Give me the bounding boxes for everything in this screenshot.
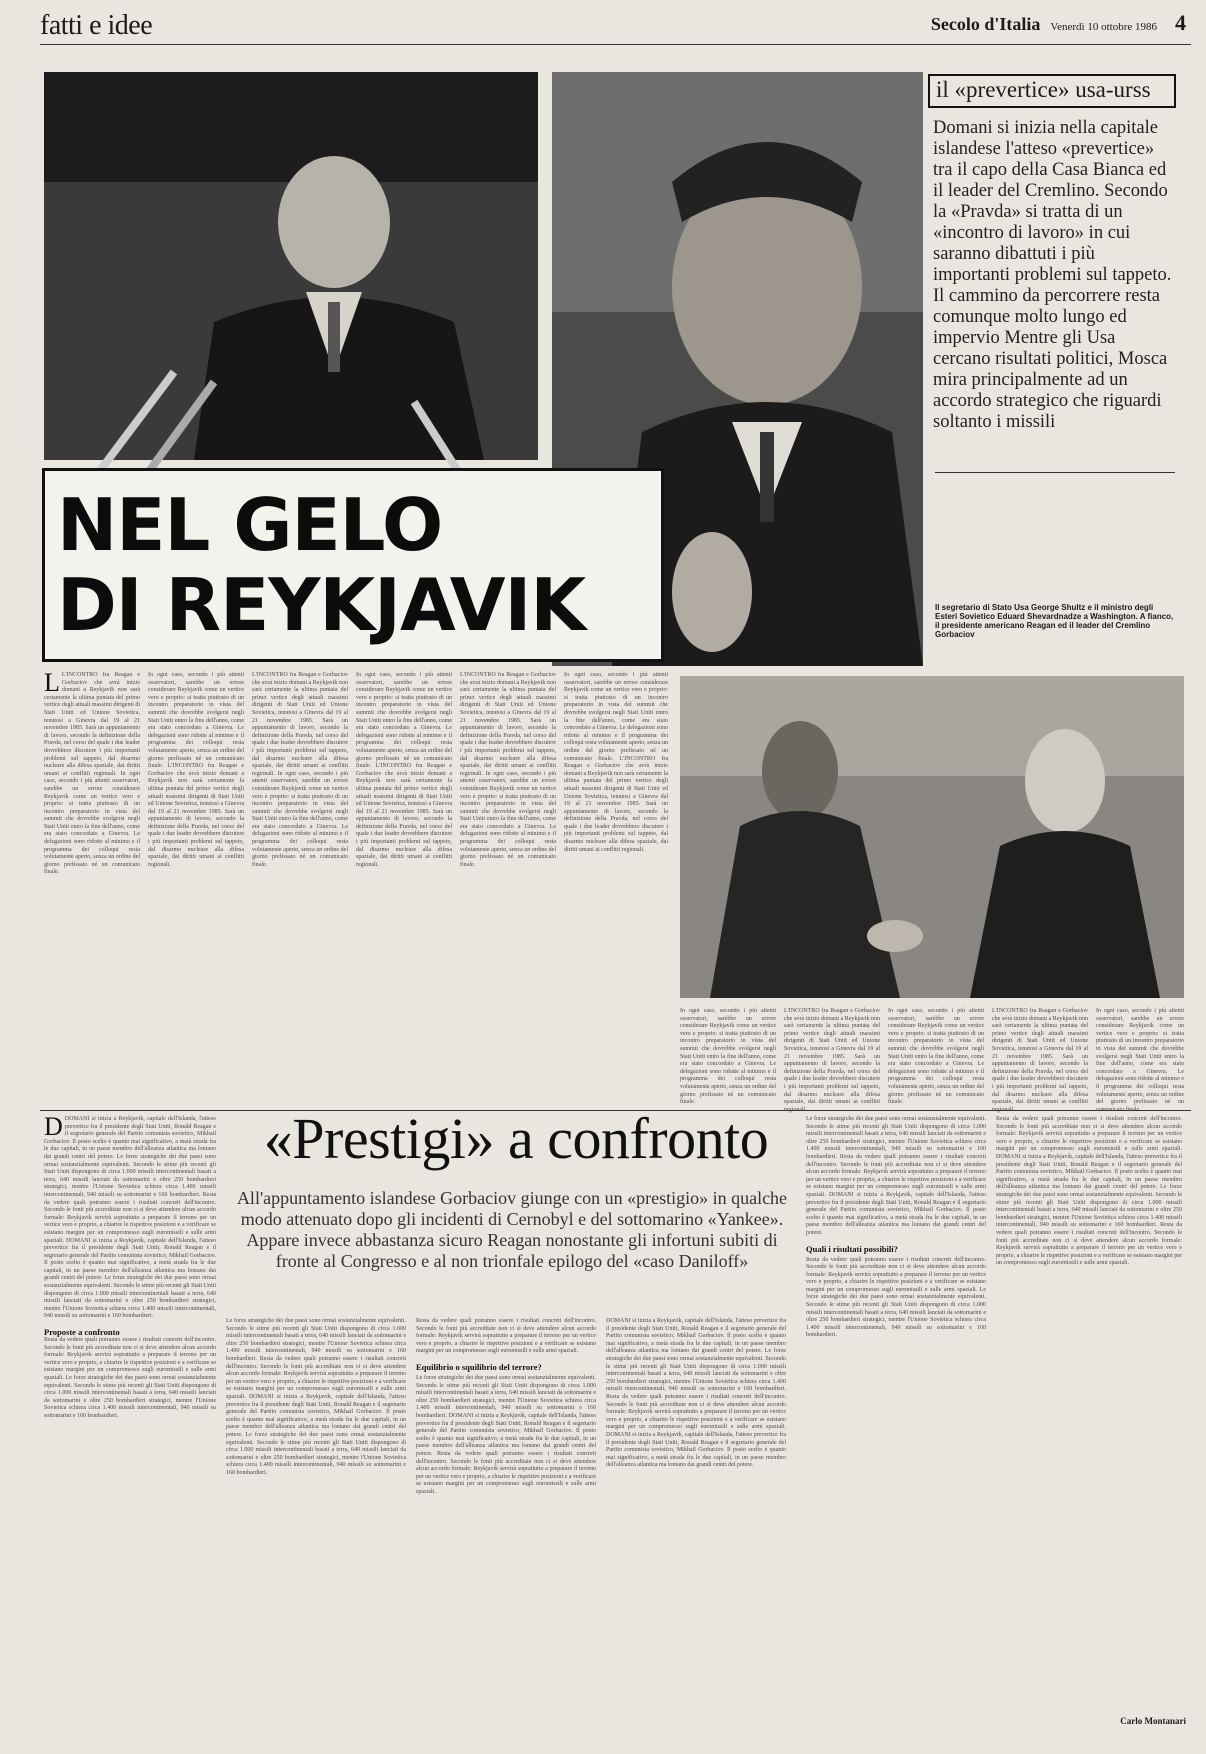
top-body-col-7	[680, 1008, 776, 1104]
top-body-col-4	[356, 672, 452, 1104]
top-body-col-3	[252, 672, 348, 1104]
bottom-body-text-5e: Le forze strategiche dei due paesi sono ormai sostanzialmente equivalenti. Secondo le stime più recenti gli Stati Uniti dispongono di circa 1.000 missili intercontinentali basati a terra, 640 missili lanciati da sottomarini e oltre 250 bombardieri strategici, mentre l'Unione Sovietica schiera circa 1.400 missili intercontinentali, 940 missili su sottomarini e 160 bombardieri.	[806, 1286, 986, 1339]
gorbachev-photo	[44, 72, 538, 460]
top-body-text-3b: In ogni caso, secondo i più attenti osservatori, sarebbe un errore considerare Reykjavik come un vertice vero e proprio: si tratta piuttosto di un incontro preparatorio in vista del summit che dovrebbe svolgersi negli Stati Uniti entro la fine dell'anno, come era stato concordato a Ginevra. Le delegazioni sono ridotte al minimo e il programma dei colloqui resta volutamente aperto, senza un ordine del giorno prefissato né un comunicato finale.	[252, 770, 349, 868]
top-body-col-9	[888, 1008, 984, 1104]
top-body-col-1	[44, 668, 140, 1104]
bottom-body-text-3b: Le forze strategiche dei due paesi sono ormai sostanzialmente equivalenti. Secondo le stime più recenti gli Stati Uniti dispongono di circa 1.000 missili intercontinentali basati a terra, 640 missili lanciati da sottomarini e oltre 250 bombardieri strategici, mentre l'Unione Sovietica schiera circa 1.400 missili intercontinentali, 940 missili su sottomarini e 160 bombardieri.	[416, 1374, 596, 1419]
bottom-body-text-5d: Resta da vedere quali potranno essere i risultati concreti dell'incontro. Secondo le fonti più accreditate non ci si deve attendere alcun accordo formale: Reykjavik servirà soprattutto a preparare il terreno per un vertice vero e proprio, a chiarire le rispettive posizioni e a verificare se esistano margini per un compromesso sugli euromissili e sulle armi spaziali.	[806, 1256, 986, 1293]
top-body-text-2b: L'INCONTRO fra Reagan e Gorbaciov che avrà inizio domani a Reykjavik non sarà certamente la ultima puntata del primo vertice degli attuali massimi dirigenti di Stati Uniti ed Unione Sovietica, tenutosi a Ginevra dal 19 al 21 novembre 1985. Sarà un appuntamento di lavoro, secondo la definizione della Pravda, nel corso del quale i due leader dovrebbero discutere i più importanti problemi sul tappeto, dal disarmo nucleare alla difesa spaziale, dai diritti umani ai conflitti regionali.	[148, 763, 245, 868]
bottom-body-text-6c: Le forze strategiche dei due paesi sono ormai sostanzialmente equivalenti. Secondo le stime più recenti gli Stati Uniti dispongono di circa 1.000 missili intercontinentali basati a terra, 640 missili lanciati da sottomarini e oltre 250 bombardieri strategici, mentre l'Unione Sovietica schiera circa 1.400 missili intercontinentali, 940 missili su sottomarini e 160 bombardieri.	[996, 1184, 1183, 1229]
drop-cap-2: D	[44, 1112, 63, 1141]
intro-paragraph: Domani si inizia nella capitale islandese l'atteso «prevertice» tra il capo della Casa Bianca ed il leader del Cremlino. Secondo la «Pravda» si tratta di un «incontro di lavoro» in cui saranno dibattuti i più importanti problemi sul tappeto. Il cammino da percorrere resta comunque molto lungo ed impervio Mentre gli Usa cercano risultati politici, Mosca mira principalmente ad un accordo strategico che riguardi soltanto i missili	[933, 118, 1172, 432]
bottom-body-text-1e: Le forze strategiche dei due paesi sono ormai sostanzialmente equivalenti. Secondo le stime più recenti gli Stati Uniti dispongono di circa 1.000 missili intercontinentali basati a terra, 640 missili lanciati da sottomarini e oltre 250 bombardieri strategici, mentre l'Unione Sovietica schiera circa 1.400 missili intercontinentali, 940 missili su sottomarini e 160 bombardieri.	[44, 1275, 217, 1320]
top-body-text-1: L'INCONTRO fra Reagan e Gorbaciov che avrà inizio domani a Reykjavik non sarà certamente la ultima puntata del primo vertice degli attuali massimi dirigenti di Stati Uniti ed Unione Sovietica, tenutosi a Ginevra dal 19 al 21 novembre 1985. Sarà un appuntamento di lavoro, secondo la definizione della Pravda, nel corso del quale i due leader dovrebbero discutere i più importanti problemi sul tappeto, dal disarmo nucleare alla difesa spaziale, dai diritti umani ai conflitti regionali.	[44, 672, 140, 777]
paper-name: Secolo d'Italia	[930, 14, 1041, 34]
section-title: fatti e idee	[40, 10, 153, 41]
issue-date: Venerdì 10 ottobre 1986	[1050, 21, 1157, 33]
top-body-col-10	[992, 1008, 1088, 1104]
bottom-body-text-2b: Resta da vedere quali potranno essere i risultati concreti dell'incontro. Secondo le fonti più accreditate non ci si deve attendere alcun accordo formale: Reykjavik servirà soprattutto a preparare il terreno per un vertice vero e proprio, a chiarire le rispettive posizioni e a verificare se esistano margini per un compromesso sugli euromissili e sulle armi spaziali.	[226, 1355, 406, 1400]
subhead-equilibrio: Equilibrio o squilibrio del terrore?	[416, 1361, 542, 1372]
drop-cap: L	[44, 668, 60, 697]
bottom-body-text-1g: Le forze strategiche dei due paesi sono ormai sostanzialmente equivalenti. Secondo le stime più recenti gli Stati Uniti dispongono di circa 1.000 missili intercontinentali basati a terra, 640 missili lanciati da sottomarini e oltre 250 bombardieri strategici, mentre l'Unione Sovietica schiera circa 1.400 missili intercontinentali, 940 missili su sottomarini e 160 bombardieri.	[44, 1375, 217, 1419]
shultz-shevardnadze-photo	[680, 676, 1184, 998]
top-body-text-4: In ogni caso, secondo i più attenti osservatori, sarebbe un errore considerare Reykjavik come un vertice vero e proprio: si tratta piuttosto di un incontro preparatorio in vista del summit che dovrebbe svolgersi negli Stati Uniti entro la fine dell'anno, come era stato concordato a Ginevra. Le delegazioni sono ridotte al minimo e il programma dei colloqui resta volutamente aperto, senza un ordine del giorno prefissato né un comunicato finale.	[356, 672, 452, 770]
bottom-body-text-1b: Le forze strategiche dei due paesi sono ormai sostanzialmente equivalenti. Secondo le stime più recenti gli Stati Uniti dispongono di circa 1.000 missili intercontinentali basati a terra, 640 missili lanciati da sottomarini e oltre 250 bombardieri strategici, mentre l'Unione Sovietica schiera circa 1.400 missili intercontinentali, 940 missili su sottomarini e 160 bombardieri.	[44, 1153, 217, 1198]
top-body-col-2	[148, 672, 244, 1104]
bottom-body-text-6: Resta da vedere quali potranno essere i risultati concreti dell'incontro. Secondo le fonti più accreditate non ci si deve attendere alcun accordo formale: Reykjavik servirà soprattutto a preparare il terreno per un vertice vero e proprio, a chiarire le rispettive posizioni e a verificare se esistano margini per un compromesso sugli euromissili e sulle armi spaziali.	[996, 1116, 1182, 1153]
bottom-body-text-3: Resta da vedere quali potranno essere i risultati concreti dell'incontro. Secondo le fonti più accreditate non ci si deve attendere alcun accordo formale: Reykjavik servirà soprattutto a preparare il terreno per un vertice vero e proprio, a chiarire le rispettive posizioni e a verificare se esistano margini per un compromesso sugli euromissili e sulle armi spaziali.	[416, 1318, 596, 1355]
main-headline: NEL GELO DI REYKJAVIK	[57, 483, 586, 647]
story-deck: All'appuntamento islandese Gorbaciov giunge con un «prestigio» in qualche modo attenuato dopo gli incidenti di Cernobyl e del sottomarino «Yankee». Appare invece abbastanza sicuro Reagan nonostante gli infortuni subiti di fronte al Congresso e al non trionfale epilogo del «caso Daniloff»	[236, 1188, 788, 1271]
top-body-text-8: L'INCONTRO fra Reagan e Gorbaciov che avrà inizio domani a Reykjavik non sarà certamente la ultima puntata del primo vertice degli attuali massimi dirigenti di Stati Uniti ed Unione Sovietica, tenutosi a Ginevra dal 19 al 21 novembre 1985. Sarà un appuntamento di lavoro, secondo la definizione della Pravda, nel corso del quale i due leader dovrebbero discutere i più importanti problemi sul tappeto, dal disarmo nucleare alla difesa spaziale, dai diritti umani ai conflitti	[784, 1008, 880, 1106]
bottom-body-text-2c: DOMANI si inizia a Reykjavik, capitale dell'Islanda, l'atteso prevertice fra il presidente degli Stati Uniti, Ronald Reagan e il segretario generale del Partito comunista sovietico, Mikhail Gorbaciov. Il posto scelto è quanto mai significativo, a metà strada fra le due capitali, in un paese membro dell'alleanza atlantica ma lontano dai grandi centri del potere.	[226, 1393, 407, 1438]
bottom-body-col-3	[416, 1318, 596, 1716]
bottom-body-text-1c: Resta da vedere quali potranno essere i risultati concreti dell'incontro. Secondo le fonti più accreditate non ci si deve attendere alcun accordo formale: Reykjavik servirà soprattutto a preparare il terreno per un vertice vero e proprio, a chiarire le rispettive posizioni e a verificare se esistano margini per un compromesso sugli euromissili e sulle armi spaziali.	[44, 1191, 217, 1244]
top-body-col-6	[564, 672, 668, 1104]
bottom-body-text-1: DOMANI si inizia a Reykjavik, capitale dell'Islanda, l'atteso prevertice fra il presidente degli Stati Uniti, Ronald Reagan e il segretario generale del Partito comunista sovietico, Mikhail Gorbaciov. Il posto scelto è quanto mai significativo, a metà strada fra le due capitali, in un paese membro dell'alleanza atlantica ma lontano dai grandi centri del potere.	[44, 1116, 216, 1160]
intro-rule	[935, 472, 1175, 473]
author-signature: Carlo Montanari	[1120, 1716, 1186, 1726]
bottom-body-text-3d: Resta da vedere quali potranno essere i risultati concreti dell'incontro. Secondo le fonti più accreditate non ci si deve attendere alcun accordo formale: Reykjavik servirà soprattutto a preparare il terreno per un vertice vero e proprio, a chiarire le rispettive posizioni e a verificare se esistano margini per un compromesso sugli euromissili e sulle armi spaziali.	[416, 1450, 596, 1495]
top-body-col-5	[460, 672, 556, 1104]
top-body-text-9: In ogni caso, secondo i più attenti osservatori, sarebbe un errore considerare Reykjavik come un vertice vero e proprio: si tratta piuttosto di un incontro preparatorio in vista del summit che dovrebbe svolgersi negli Stati Uniti entro la fine dell'anno, come era stato concordato a Ginevra. Le delegazioni sono ridotte al minimo e il programma dei colloqui resta volutamente aperto, senza un ordine del giorno prefissato né un comunicato finale.	[888, 1008, 984, 1106]
masthead-right	[931, 10, 1186, 36]
headline-box	[42, 468, 664, 662]
top-body-col-8	[784, 1008, 880, 1104]
bottom-body-text-4: DOMANI si inizia a Reykjavik, capitale dell'Islanda, l'atteso prevertice fra il presidente degli Stati Uniti, Ronald Reagan e il segretario generale del Partito comunista sovietico, Mikhail Gorbaciov. Il posto scelto è quanto mai significativo, a metà strada fra le due capitali, in un paese membro dell'alleanza atlantica ma lontano dai grandi centri del potere.	[606, 1318, 786, 1355]
bottom-body-text-1d: DOMANI si inizia a Reykjavik, capitale dell'Islanda, l'atteso prevertice fra il presidente degli Stati Uniti, Ronald Reagan e il segretario generale del Partito comunista sovietico, Mikhail Gorbaciov. Il posto scelto è quanto mai significativo, a metà strada fra le due capitali, in un paese membro dell'alleanza atlantica ma lontano dai grandi centri del potere.	[44, 1237, 217, 1282]
top-body-text-3: L'INCONTRO fra Reagan e Gorbaciov che avrà inizio domani a Reykjavik non sarà certamente la ultima puntata del primo vertice degli attuali massimi dirigenti di Stati Uniti ed Unione Sovietica, tenutosi a Ginevra dal 19 al 21 novembre 1985. Sarà un appuntamento di lavoro, secondo la definizione della Pravda, nel corso del quale i due leader dovrebbero discutere i più importanti problemi sul tappeto, dal disarmo nucleare alla difesa spaziale, dai diritti umani ai conflitti regionali.	[252, 672, 348, 777]
bottom-body-col-4	[606, 1318, 786, 1716]
top-body-text-6: In ogni caso, secondo i più attenti osservatori, sarebbe un errore considerare Reykjavik come un vertice vero e proprio: si tratta piuttosto di un incontro preparatorio in vista del summit che dovrebbe svolgersi negli Stati Uniti entro la fine dell'anno, come era stato concordato a Ginevra. Le delegazioni sono ridotte al minimo e il programma dei colloqui resta volutamente aperto, senza un ordine del giorno prefissato né un comunicato finale.	[564, 672, 668, 762]
top-body-text-7: In ogni caso, secondo i più attenti osservatori, sarebbe un errore considerare Reykjavik come un vertice vero e proprio: si tratta piuttosto di un incontro preparatorio in vista del summit che dovrebbe svolgersi negli Stati Uniti entro la fine dell'anno, come era stato concordato a Ginevra. Le delegazioni sono ridotte al minimo e il programma dei colloqui resta volutamente aperto, senza un ordine del giorno prefissato né un comunicato finale.	[680, 1008, 776, 1106]
bottom-body-text-2: Le forze strategiche dei due paesi sono ormai sostanzialmente equivalenti. Secondo le stime più recenti gli Stati Uniti dispongono di circa 1.000 missili intercontinentali basati a terra, 640 missili lanciati da sottomarini e oltre 250 bombardieri strategici, mentre l'Unione Sovietica schiera circa 1.400 missili intercontinentali, 940 missili su sottomarini e 160 bombardieri.	[226, 1318, 406, 1362]
bottom-body-text-6b: DOMANI si inizia a Reykjavik, capitale dell'Islanda, l'atteso prevertice fra il presidente degli Stati Uniti, Ronald Reagan e il segretario generale del Partito comunista sovietico, Mikhail Gorbaciov. Il posto scelto è quanto mai significativo, a metà strada fra le due capitali, in un paese membro dell'alleanza atlantica ma lontano dai grandi centri del potere.	[996, 1153, 1182, 1191]
bottom-body-text-5b: Resta da vedere quali potranno essere i risultati concreti dell'incontro. Secondo le fonti più accreditate non ci si deve attendere alcun accordo formale: Reykjavik servirà soprattutto a preparare il terreno per un vertice vero e proprio, a chiarire le rispettive posizioni e a verificare se esistano margini per un compromesso sugli euromissili e sulle armi spaziali.	[806, 1153, 986, 1198]
bottom-body-text-2d: Le forze strategiche dei due paesi sono ormai sostanzialmente equivalenti. Secondo le stime più recenti gli Stati Uniti dispongono di circa 1.000 missili intercontinentali basati a terra, 640 missili lanciati da sottomarini e oltre 250 bombardieri strategici, mentre l'Unione Sovietica schiera circa 1.400 missili intercontinentali, 940 missili su sottomarini e 160 bombardieri.	[226, 1431, 407, 1476]
bottom-body-text-3c: DOMANI si inizia a Reykjavik, capitale dell'Islanda, l'atteso prevertice fra il presidente degli Stati Uniti, Ronald Reagan e il segretario generale del Partito comunista sovietico, Mikhail Gorbaciov. Il posto scelto è quanto mai significativo, a metà strada fra le due capitali, in un paese membro dell'alleanza atlantica ma lontano dai grandi centri del potere.	[416, 1412, 597, 1457]
top-body-text-4b: L'INCONTRO fra Reagan e Gorbaciov che avrà inizio domani a Reykjavik non sarà certamente la ultima puntata del primo vertice degli attuali massimi dirigenti di Stati Uniti ed Unione Sovietica, tenutosi a Ginevra dal 19 al 21 novembre 1985. Sarà un appuntamento di lavoro, secondo la definizione della Pravda, nel corso del quale i due leader dovrebbero discutere i più importanti problemi sul tappeto, dal disarmo nucleare alla difesa spaziale, dai diritti umani ai conflitti regionali.	[356, 763, 453, 868]
bottom-body-col-6	[996, 1116, 1182, 1712]
bottom-body-text-1f: Resta da vedere quali potranno essere i risultati concreti dell'incontro. Secondo le fonti più accreditate non ci si deve attendere alcun accordo formale: Reykjavik servirà soprattutto a preparare il terreno per un vertice vero e proprio, a chiarire le rispettive posizioni e a verificare se esistano margini per un compromesso sugli euromissili e sulle armi spaziali.	[44, 1337, 216, 1381]
bottom-body-col-2	[226, 1318, 406, 1716]
top-body-text-10: L'INCONTRO fra Reagan e Gorbaciov che avrà inizio domani a Reykjavik non sarà certamente la ultima puntata del primo vertice degli attuali massimi dirigenti di Stati Uniti ed Unione Sovietica, tenutosi a Ginevra dal 19 al 21 novembre 1985. Sarà un appuntamento di lavoro, secondo la definizione della Pravda, nel corso del quale i due leader dovrebbero discutere i più importanti problemi sul tappeto, dal disarmo nucleare alla difesa spaziale, dai diritti umani ai conflitti	[992, 1008, 1088, 1106]
top-body-text-5: L'INCONTRO fra Reagan e Gorbaciov che avrà inizio domani a Reykjavik non sarà certamente la ultima puntata del primo vertice degli attuali massimi dirigenti di Stati Uniti ed Unione Sovietica, tenutosi a Ginevra dal 19 al 21 novembre 1985. Sarà un appuntamento di lavoro, secondo la definizione della Pravda, nel corso del quale i due leader dovrebbero discutere i più importanti problemi sul tappeto, dal disarmo nucleare alla difesa spaziale, dai diritti umani ai conflitti regionali.	[460, 672, 556, 777]
top-body-text-6b: L'INCONTRO fra Reagan e Gorbaciov che avrà inizio domani a Reykjavik non sarà certamente la ultima puntata del primo vertice degli attuali massimi dirigenti di Stati Uniti ed Unione Sovietica, tenutosi a Ginevra dal 19 al 21 novembre 1985. Sarà un appuntamento di lavoro, secondo la definizione della Pravda, nel corso del quale i due leader dovrebbero discutere i più importanti problemi sul tappeto, dal disarmo nucleare alla difesa spaziale, dai diritti umani ai conflitti regionali.	[564, 755, 669, 853]
bottom-body-text-4c: Resta da vedere quali potranno essere i risultati concreti dell'incontro. Secondo le fonti più accreditate non ci si deve attendere alcun accordo formale: Reykjavik servirà soprattutto a preparare il terreno per un vertice vero e proprio, a chiarire le rispettive posizioni e a verificare se esistano margini per un compromesso sugli euromissili e sulle armi spaziali.	[606, 1393, 786, 1431]
story-title: «Prestigi» a confronto	[263, 1106, 769, 1171]
top-body-text-5b: In ogni caso, secondo i più attenti osservatori, sarebbe un errore considerare Reykjavik come un vertice vero e proprio: si tratta piuttosto di un incontro preparatorio in vista del summit che dovrebbe svolgersi negli Stati Uniti entro la fine dell'anno, come era stato concordato a Ginevra. Le delegazioni sono ridotte al minimo e il programma dei colloqui resta volutamente aperto, senza un ordine del giorno prefissato né un comunicato finale.	[460, 770, 557, 868]
top-body-text-1b: In ogni caso, secondo i più attenti osservatori, sarebbe un errore considerare Reykjavik come un vertice vero e proprio: si tratta piuttosto di un incontro preparatorio in vista del summit che dovrebbe svolgersi negli Stati Uniti entro la fine dell'anno, come era stato concordato a Ginevra. Le delegazioni sono ridotte al minimo e il programma dei colloqui resta volutamente aperto, senza un ordine del giorno prefissato né un comunicato finale.	[44, 770, 140, 876]
bottom-body-text-5c: DOMANI si inizia a Reykjavik, capitale dell'Islanda, l'atteso prevertice fra il presidente degli Stati Uniti, Ronald Reagan e il segretario generale del Partito comunista sovietico, Mikhail Gorbaciov. Il posto scelto è quanto mai significativo, a metà strada fra le due capitali, in un paese membro dell'alleanza atlantica ma lontano dai grandi centri del potere.	[806, 1191, 987, 1236]
bottom-body-col-5	[806, 1116, 986, 1716]
top-body-col-11	[1096, 1008, 1184, 1104]
photo-caption: Il segretario di Stato Usa George Shultz e il ministro degli Esteri Sovietico Eduard Shevardnadze a Washington. A fianco, il presidente americano Reagan ed il leader del Cremlino Gorbaciov	[935, 603, 1174, 639]
kicker-label: il «prevertice» usa-urss	[928, 74, 1176, 108]
bottom-body-text-6d: Resta da vedere quali potranno essere i risultati concreti dell'incontro. Secondo le fonti più accreditate non ci si deve attendere alcun accordo formale: Reykjavik servirà soprattutto a preparare il terreno per un vertice vero e proprio, a chiarire le rispettive posizioni e a verificare se esistano margini per un compromesso sugli euromissili e sulle armi spaziali.	[996, 1222, 1182, 1267]
bottom-body-text-4d: DOMANI si inizia a Reykjavik, capitale dell'Islanda, l'atteso prevertice fra il presidente degli Stati Uniti, Ronald Reagan e il segretario generale del Partito comunista sovietico, Mikhail Gorbaciov. Il posto scelto è quanto mai significativo, a metà strada fra le due capitali, in un paese membro dell'alleanza atlantica ma lontano dai grandi centri del potere.	[606, 1431, 786, 1469]
top-body-text-11: In ogni caso, secondo i più attenti osservatori, sarebbe un errore considerare Reykjavik come un vertice vero e proprio: si tratta piuttosto di un incontro preparatorio in vista del summit che dovrebbe svolgersi negli Stati Uniti entro la fine dell'anno, come era stato concordato a Ginevra. Le delegazioni sono ridotte al minimo e il programma dei colloqui resta volutamente aperto, senza un ordine del giorno prefissato né un	[1096, 1008, 1184, 1106]
header-rule	[40, 44, 1191, 45]
page-number: 4	[1175, 10, 1186, 35]
bottom-body-text-4b: Le forze strategiche dei due paesi sono ormai sostanzialmente equivalenti. Secondo le stime più recenti gli Stati Uniti dispongono di circa 1.000 missili intercontinentali basati a terra, 640 missili lanciati da sottomarini e oltre 250 bombardieri strategici, mentre l'Unione Sovietica schiera circa 1.400 missili intercontinentali, 940 missili su sottomarini e 160 bombardieri.	[606, 1348, 787, 1393]
subhead-proposte: Proposte a confronto	[44, 1327, 120, 1338]
subhead-risultati: Quali i risultati possibili?	[806, 1243, 898, 1254]
bottom-body-col-1	[44, 1112, 217, 1716]
top-body-text-2: In ogni caso, secondo i più attenti osservatori, sarebbe un errore considerare Reykjavik come un vertice vero e proprio: si tratta piuttosto di un incontro preparatorio in vista del summit che dovrebbe svolgersi negli Stati Uniti entro la fine dell'anno, come era stato concordato a Ginevra. Le delegazioni sono ridotte al minimo e il programma dei colloqui resta volutamente aperto, senza un ordine del giorno prefissato né un comunicato finale.	[148, 672, 244, 770]
bottom-body-text-5: Le forze strategiche dei due paesi sono ormai sostanzialmente equivalenti. Secondo le stime più recenti gli Stati Uniti dispongono di circa 1.000 missili intercontinentali basati a terra, 640 missili lanciati da sottomarini e oltre 250 bombardieri strategici, mentre l'Unione Sovietica schiera circa 1.400 missili intercontinentali, 940 missili su sottomarini e 160 bombardieri.	[806, 1116, 986, 1160]
